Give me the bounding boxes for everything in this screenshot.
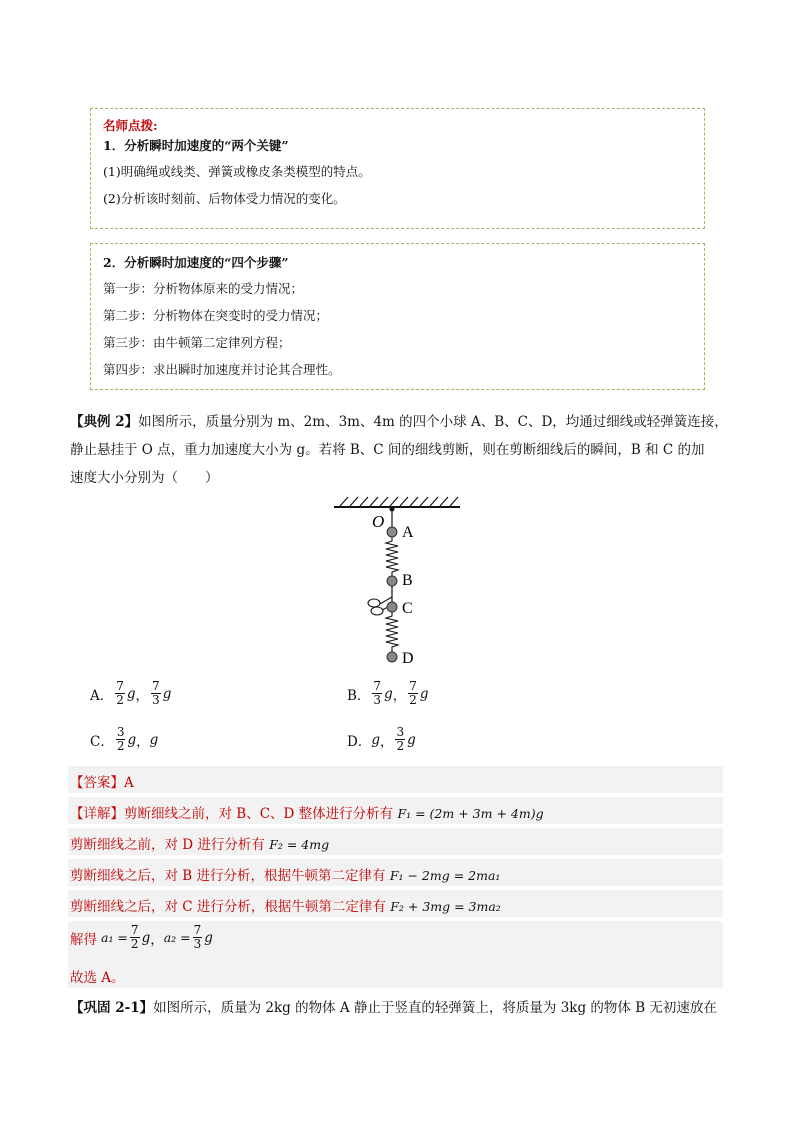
tips-heading: 1．分析瞬时加速度的“两个关键” xyxy=(103,138,289,153)
step-item: 第二步：分析物体在突变时的受力情况； xyxy=(103,308,329,323)
example-line-3: 速度大小分别为（ ） xyxy=(70,470,219,486)
equation-1: F₁ = (2m + 3m + 4m)g xyxy=(397,806,544,821)
equation-2: F₂ = 4mg xyxy=(269,837,330,852)
detail-line-2: 剪断细线之前，对 D 进行分析有 F₂ = 4mg xyxy=(70,837,330,853)
option-d[interactable]: D． g ， $\frac{3}{2}$ g xyxy=(347,725,416,753)
spring-figure xyxy=(330,495,470,670)
solve-line: 解得 a₁ = $\frac{7}{2}$ g ， a₂ = $\frac{7}{3}$ g xyxy=(70,923,213,951)
tips-box xyxy=(90,108,705,229)
step-item: 第三步：由牛顿第二定律列方程； xyxy=(103,335,291,350)
tips-item: (2)分析该时刻前、后物体受力情况的变化。 xyxy=(103,191,346,206)
step-item: 第一步：分析物体原来的受力情况； xyxy=(103,281,304,296)
label-a: A xyxy=(402,524,414,541)
label-d: D xyxy=(402,650,414,667)
example-line-2: 静止悬挂于 O 点，重力加速度大小为 g。若将 B、C 间的细线剪断，则在剪断细线后的瞬间，B 和 C 的加 xyxy=(70,442,705,458)
steps-heading: 2．分析瞬时加速度的“四个步骤” xyxy=(103,255,289,270)
conclusion: 故选 A。 xyxy=(70,970,125,986)
option-c[interactable]: C． $\frac{3}{2}$ g ， g xyxy=(90,725,159,753)
answer-bg xyxy=(68,766,723,793)
option-a[interactable]: A． $\frac{7}{2}$ g ， $\frac{7}{3}$ g xyxy=(90,679,172,707)
detail-line-3: 剪断细线之后，对 B 进行分析，根据牛顿第二定律有 F₁ − 2mg = 2ma₁ xyxy=(70,868,501,884)
steps-box xyxy=(90,243,705,390)
label-o: O xyxy=(372,512,385,531)
answer-bg xyxy=(68,961,723,988)
equation-4: F₂ + 3mg = 3ma₂ xyxy=(390,899,501,914)
answer-line: 【答案】A xyxy=(70,775,134,791)
option-b[interactable]: B． $\frac{7}{3}$ g ， $\frac{7}{2}$ g xyxy=(347,679,429,707)
detail-line-4: 剪断细线之后，对 C 进行分析，根据牛顿第二定律有 F₂ + 3mg = 3ma₂ xyxy=(70,899,501,915)
detail-line-1: 【详解】剪断细线之前，对 B、C、D 整体进行分析有 F₁ = (2m + 3m + 4m)g xyxy=(70,806,544,822)
tips-title: 名师点拨: xyxy=(103,118,158,133)
label-b: B xyxy=(402,572,413,589)
label-c: C xyxy=(402,600,413,617)
example-line-1: 【典例 2】如图所示，质量分别为 m、2m、3m、4m 的四个小球 A、B、C、D，均通过细线或轻弹簧连接， xyxy=(70,414,728,430)
equation-3: F₁ − 2mg = 2ma₁ xyxy=(389,868,501,883)
next-question: 【巩固 2-1】如图所示，质量为 2kg 的物体 A 静止于竖直的轻弹簧上，将质量为 3kg 的物体 B 无初速放在 xyxy=(70,1000,717,1016)
step-item: 第四步：求出瞬时加速度并讨论其合理性。 xyxy=(103,362,341,377)
tips-item: (1)明确绳或线类、弹簧或橡皮条类模型的特点。 xyxy=(103,164,371,179)
